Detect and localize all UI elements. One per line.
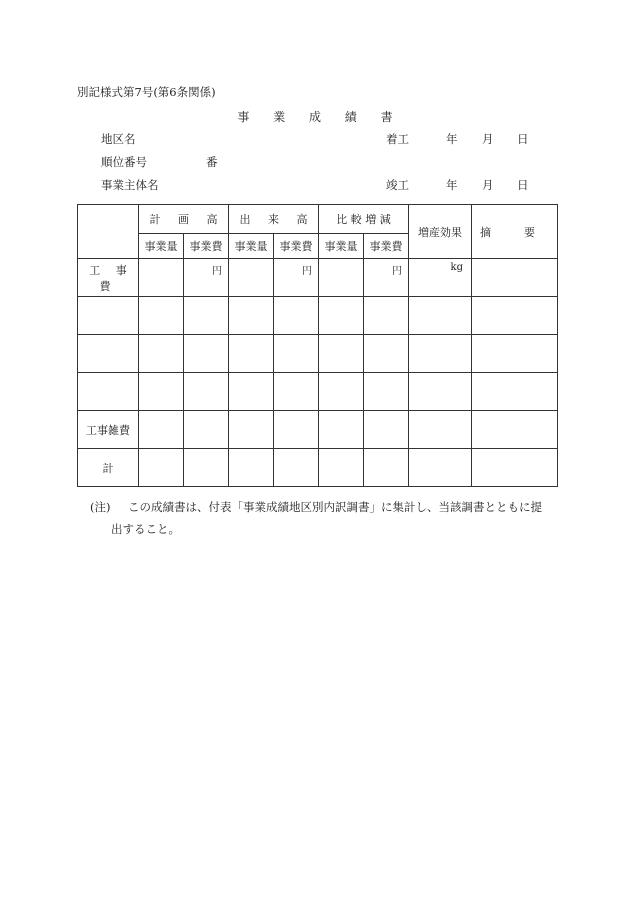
table-cell [472, 373, 558, 411]
table-cell [274, 411, 319, 449]
table-cell [184, 335, 229, 373]
end-year-label: 年 [446, 178, 458, 192]
actual-cost-header: 事業費 [274, 234, 319, 259]
yen-unit: 円 [302, 266, 312, 277]
completion-date-label: 竣工 [386, 178, 409, 192]
actual-qty-header: 事業量 [229, 234, 274, 259]
table-cell [364, 335, 409, 373]
note-text-line2: 出すること。 [111, 522, 180, 536]
planned-cost-header: 事業費 [184, 234, 229, 259]
table-cell [139, 411, 184, 449]
comparison-qty-header: 事業量 [319, 234, 364, 259]
table-cell [364, 373, 409, 411]
table-cell [364, 259, 409, 297]
table-row [78, 449, 558, 487]
start-day-label: 日 [517, 132, 529, 146]
table-cell [274, 449, 319, 487]
table-cell [319, 373, 364, 411]
table-cell [78, 297, 139, 335]
table-cell [139, 259, 184, 297]
construction-cost-label: 工 事 費 [78, 259, 139, 297]
table-cell [364, 411, 409, 449]
yen-unit: 円 [392, 266, 402, 277]
note-text-line1: この成績書は、付表「事業成績地区別内訳調書」に集計し、当該調書とともに提 [128, 500, 542, 514]
remarks-header [472, 205, 558, 259]
table-cell [472, 335, 558, 373]
table-cell [184, 259, 229, 297]
table-cell [409, 259, 472, 297]
table-cell [409, 297, 472, 335]
table-cell [472, 411, 558, 449]
business-record-table [77, 204, 558, 487]
table-cell [364, 449, 409, 487]
table-cell [78, 335, 139, 373]
table-cell [139, 373, 184, 411]
table-cell [229, 411, 274, 449]
table-cell [274, 259, 319, 297]
table-cell [139, 335, 184, 373]
table-cell [229, 297, 274, 335]
table-cell [229, 259, 274, 297]
planned-qty-header: 事業量 [139, 234, 184, 259]
table-cell [229, 373, 274, 411]
district-label: 地区名 [101, 132, 136, 146]
table-cell [472, 259, 558, 297]
kg-unit: kg [450, 262, 463, 273]
production-effect-header: 増産効果 [409, 205, 472, 259]
end-month-label: 月 [482, 178, 494, 192]
table-cell [139, 297, 184, 335]
table-cell [184, 449, 229, 487]
table-cell [409, 373, 472, 411]
start-year-label: 年 [446, 132, 458, 146]
table-row [78, 297, 558, 335]
table-cell [229, 449, 274, 487]
table-cell [319, 449, 364, 487]
table-cell [139, 449, 184, 487]
yen-unit: 円 [212, 266, 222, 277]
remarks-label: 摘 要 [480, 225, 535, 239]
table-cell [78, 373, 139, 411]
comparison-group-header: 比 較 増 減 [319, 205, 409, 234]
planned-group-header: 計 画 高 [139, 205, 229, 234]
table-cell [409, 411, 472, 449]
table-cell [274, 335, 319, 373]
total-label: 計 [78, 449, 139, 487]
table-row [78, 373, 558, 411]
table-row [78, 259, 558, 297]
rank-number-label: 順位番号 [101, 155, 147, 169]
table-row [78, 411, 558, 449]
table-cell [319, 335, 364, 373]
table-cell [274, 297, 319, 335]
actual-group-header: 出 来 高 [229, 205, 319, 234]
table-cell [364, 297, 409, 335]
table-cell [184, 297, 229, 335]
document-title: 事 業 成 績 書 [237, 110, 403, 124]
table-cell [409, 449, 472, 487]
start-month-label: 月 [482, 132, 494, 146]
table-cell [229, 335, 274, 373]
project-entity-label: 事業主体名 [101, 178, 159, 192]
end-day-label: 日 [517, 178, 529, 192]
table-cell [319, 259, 364, 297]
table-cell [319, 411, 364, 449]
form-number: 別記様式第7号(第6条関係) [77, 85, 216, 99]
start-date-label: 着工 [386, 132, 409, 146]
table-cell [472, 449, 558, 487]
table-cell [472, 297, 558, 335]
table-cell [184, 373, 229, 411]
rank-number-suffix: 番 [206, 155, 218, 169]
table-cell [184, 411, 229, 449]
table-header-row [78, 205, 558, 234]
note-label: (注) [90, 500, 111, 514]
table-cell [274, 373, 319, 411]
table-cell [319, 297, 364, 335]
corner-cell [78, 205, 139, 259]
misc-cost-label: 工事雑費 [78, 411, 139, 449]
comparison-cost-header: 事業費 [364, 234, 409, 259]
table-row [78, 335, 558, 373]
table-cell [409, 335, 472, 373]
